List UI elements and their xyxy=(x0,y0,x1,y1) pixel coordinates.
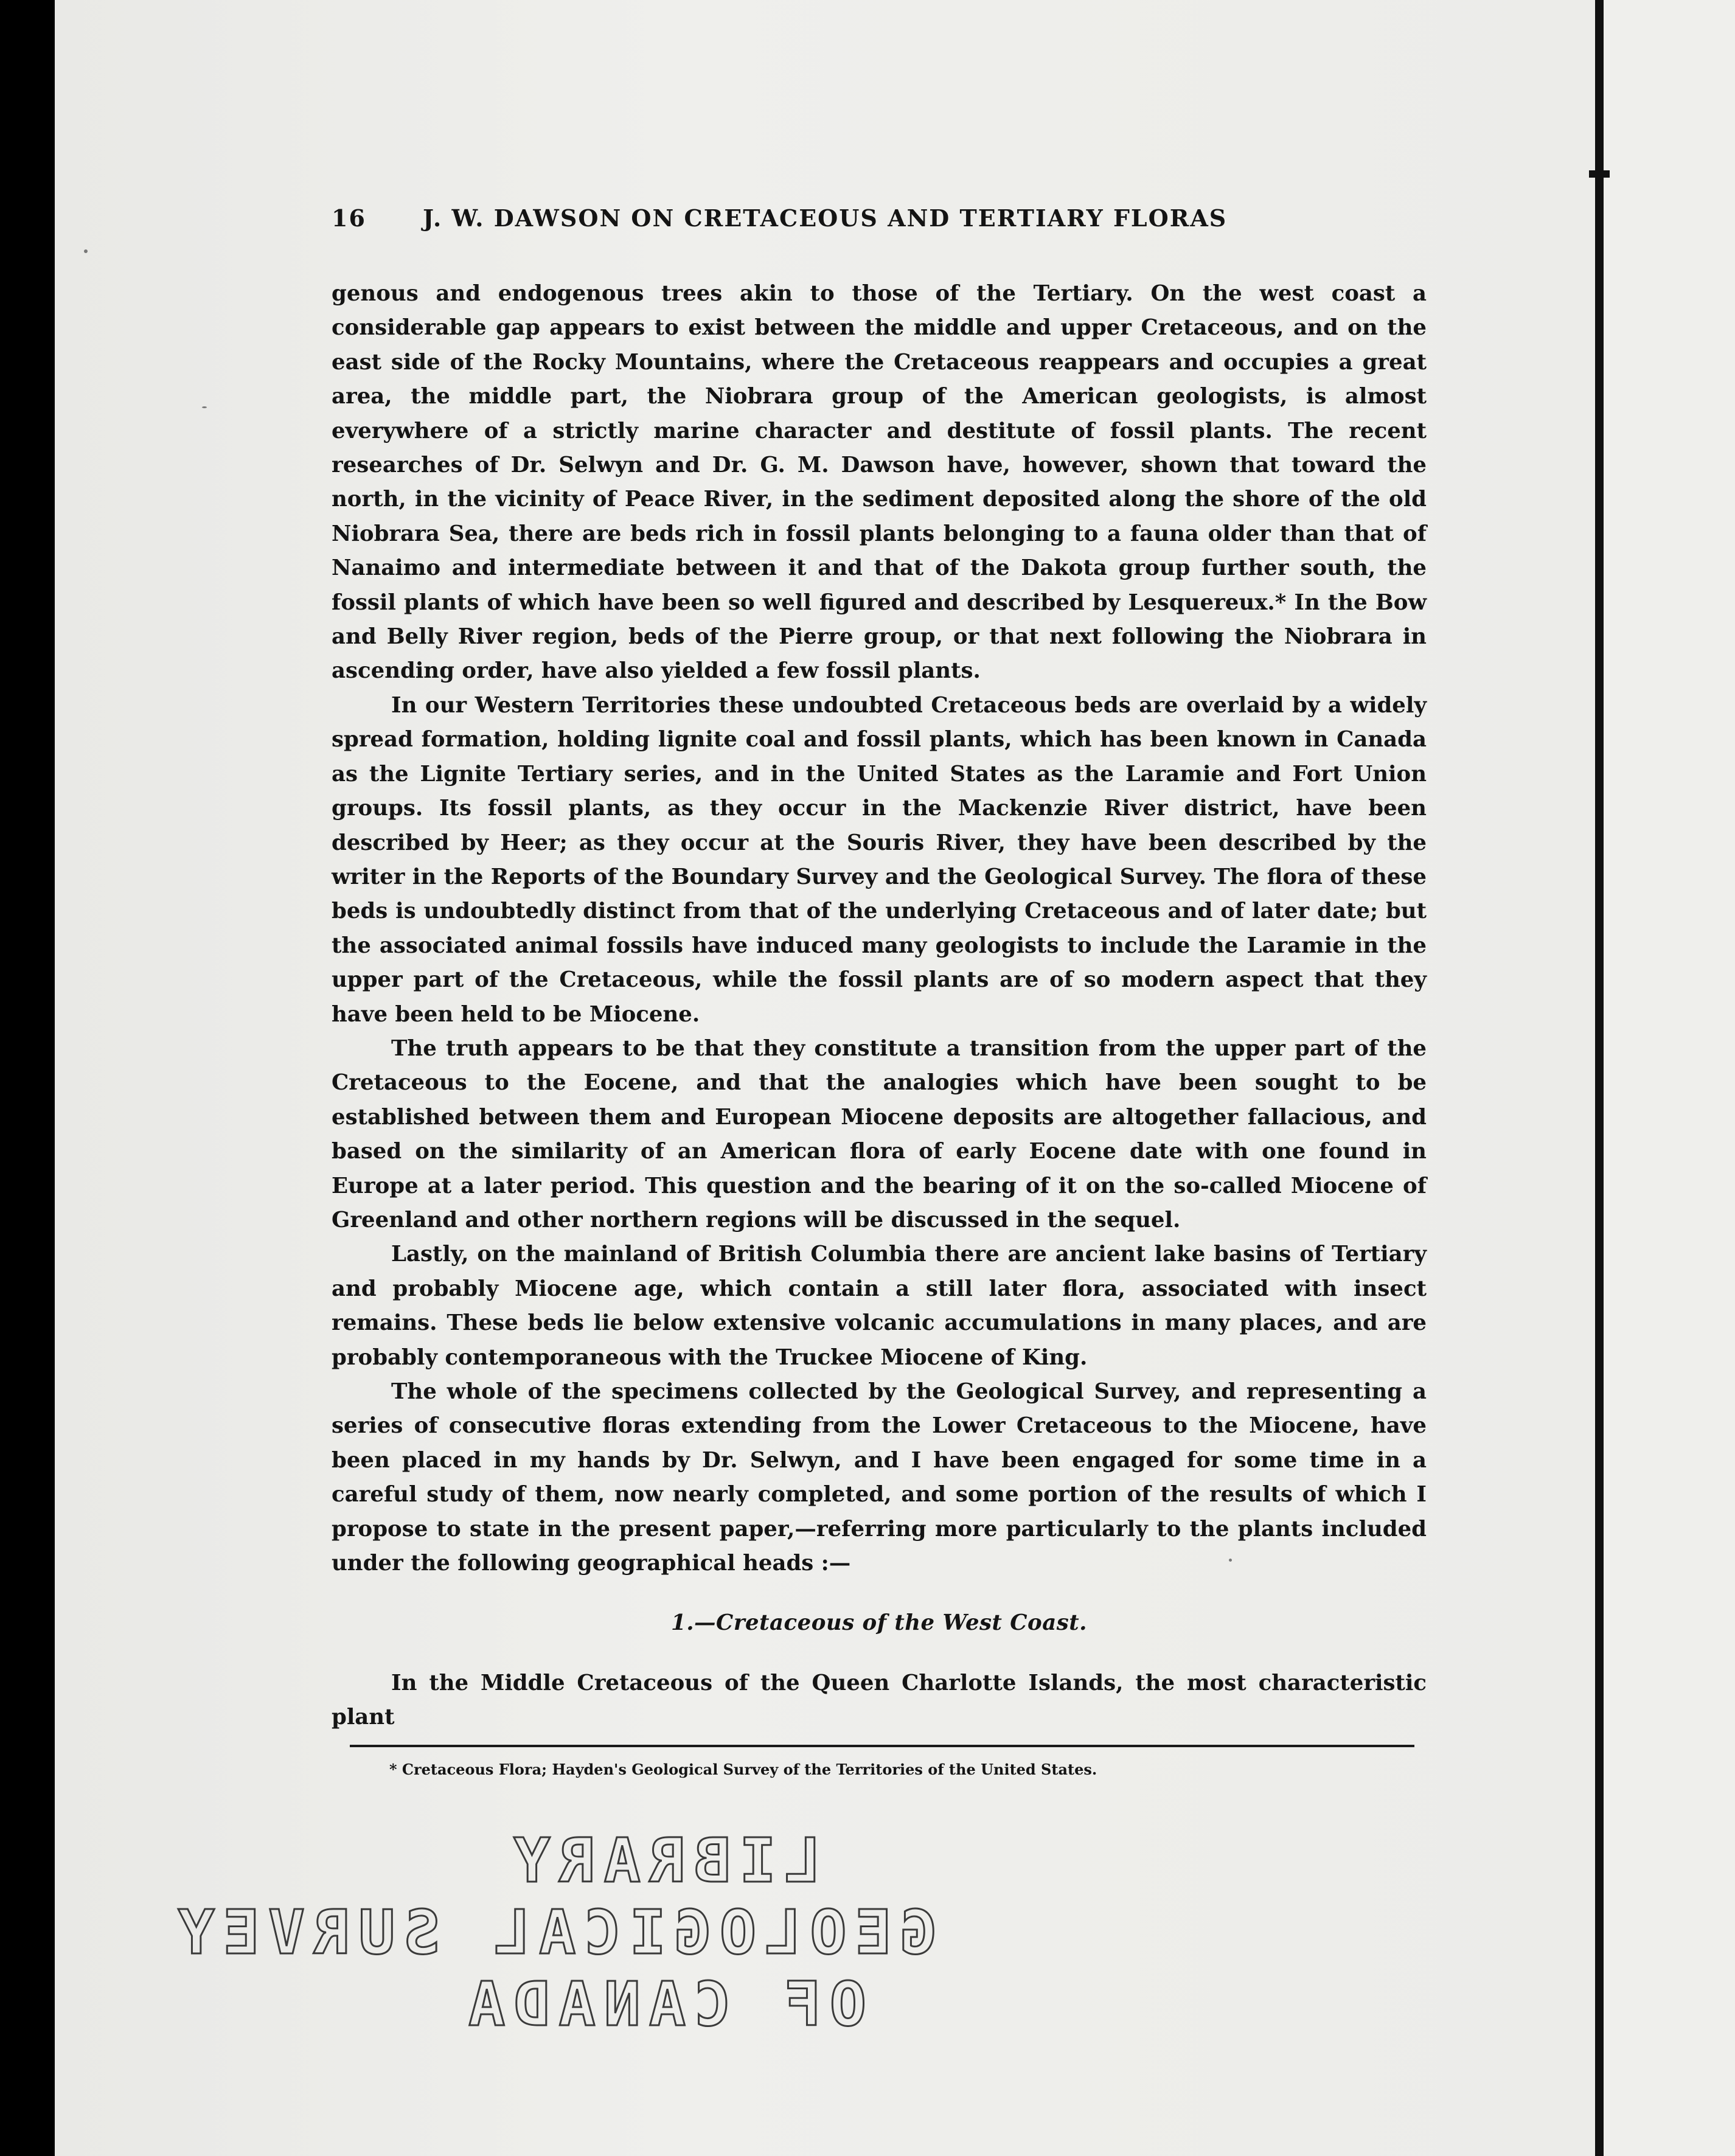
section-heading: 1.—Cretaceous of the West Coast. xyxy=(671,1610,1087,1636)
paragraph-4: Lastly, on the mainland of British Columbia there are ancient lake basins of Tertiary and probably Miocene age, which contain a still later flora, associated with insect remains. These beds lie below extensive volcanic accumulations in many places, and are probably contemporaneous with the Truckee Miocene of King. xyxy=(332,1242,1427,1370)
running-title: J. W. DAWSON ON CRETACEOUS AND TERTIARY FLORAS xyxy=(423,204,1228,232)
closing-paragraph: In the Middle Cretaceous of the Queen Charlotte Islands, the most characteristic plant xyxy=(332,1670,1427,1730)
paragraph-3: The truth appears to be that they constitute a transition from the upper part of the Cretaceous to the Eocene, and that the analogies which have been sought to be established between them and European Miocene deposits are altogether fallacious, and based on the similarity of an American flora of early Eocene date with one found in Europe at a later period. This question and the bearing of it on the so-called Miocene of Greenland and other northern regions will be discussed in the sequel. xyxy=(332,1035,1427,1233)
paragraph-5: The whole of the specimens collected by the Geological Survey, and representing a series of consecutive floras extending from the Lower Cretaceous to the Miocene, have been placed in my hands by Dr. Selwyn, and I have been engaged for some time in a careful study of them, now nearly completed, and some portion of the results of which I propose to state in the present paper,—referring more particularly to the plants included under the following geographical heads :— xyxy=(332,1379,1427,1576)
stamp-line-2: GEOLOGICAL SURVEY xyxy=(169,1897,937,1968)
library-stamp xyxy=(169,1825,937,2056)
paragraph-1: genous and endogenous trees akin to those of the Tertiary. On the west coast a considerable gap appears to exist between the middle and upper Cretaceous, and on the east side of the Rocky Mountains, where the Cretaceous reappears and occupies a great area, the middle part, the Niobrara group of the American geologists, is almost everywhere of a strictly marine character and destitute of fossil plants. The recent researches of Dr. Selwyn and Dr. G. M. Dawson have, however, shown that toward the north, in the vicinity of Peace River, in the sediment deposited along the shore of the old Niobrara Sea, there are beds rich in fossil plants belonging to a fauna older than that of Nanaimo and intermediate between it and that of the Dakota group further south, the fossil plants of which have been so well figured and described by Lesquereux.* In the Bow and Belly River region, beds of the Pierre group, or that next following the Niobrara in ascending order, have also yielded a few fossil plants. xyxy=(332,281,1427,684)
stamp-line-3: OF CANADA xyxy=(460,1969,866,2040)
paragraph-2: In our Western Territories these undoubted Cretaceous beds are overlaid by a widely spread formation, holding lignite coal and fossil plants, which has been known in Canada as the Lignite Tertiary series, and in the United States as the Laramie and Fort Union groups. Its fossil plants, as they occur in the Mackenzie River district, have been described by Heer; as they occur at the Souris River, they have been described by the writer in the Reports of the Boundary Survey and the Geological Survey. The flora of these beds is undoubtedly distinct from that of the underlying Cretaceous and of later date; but the associated animal fossils have induced many geologists to include the Laramie in the upper part of the Cretaceous, while the fossil plants are of so modern aspect that they have been held to be Miocene. xyxy=(332,692,1427,1027)
binding-spine xyxy=(1595,0,1604,2156)
footnote-rule xyxy=(350,1745,1414,1747)
paper-speck xyxy=(202,406,207,408)
page-number: 16 xyxy=(332,204,366,232)
stamp-line-1: LIBRARY xyxy=(505,1825,821,1896)
footnote: * Cretaceous Flora; Hayden's Geological Survey of the Territories of the United States. xyxy=(389,1761,1097,1778)
paper-speck xyxy=(84,249,88,253)
facing-page-edge xyxy=(1600,0,1735,2156)
running-header xyxy=(332,204,1427,241)
body-text xyxy=(332,277,1427,1735)
spine-mark xyxy=(1589,170,1610,178)
